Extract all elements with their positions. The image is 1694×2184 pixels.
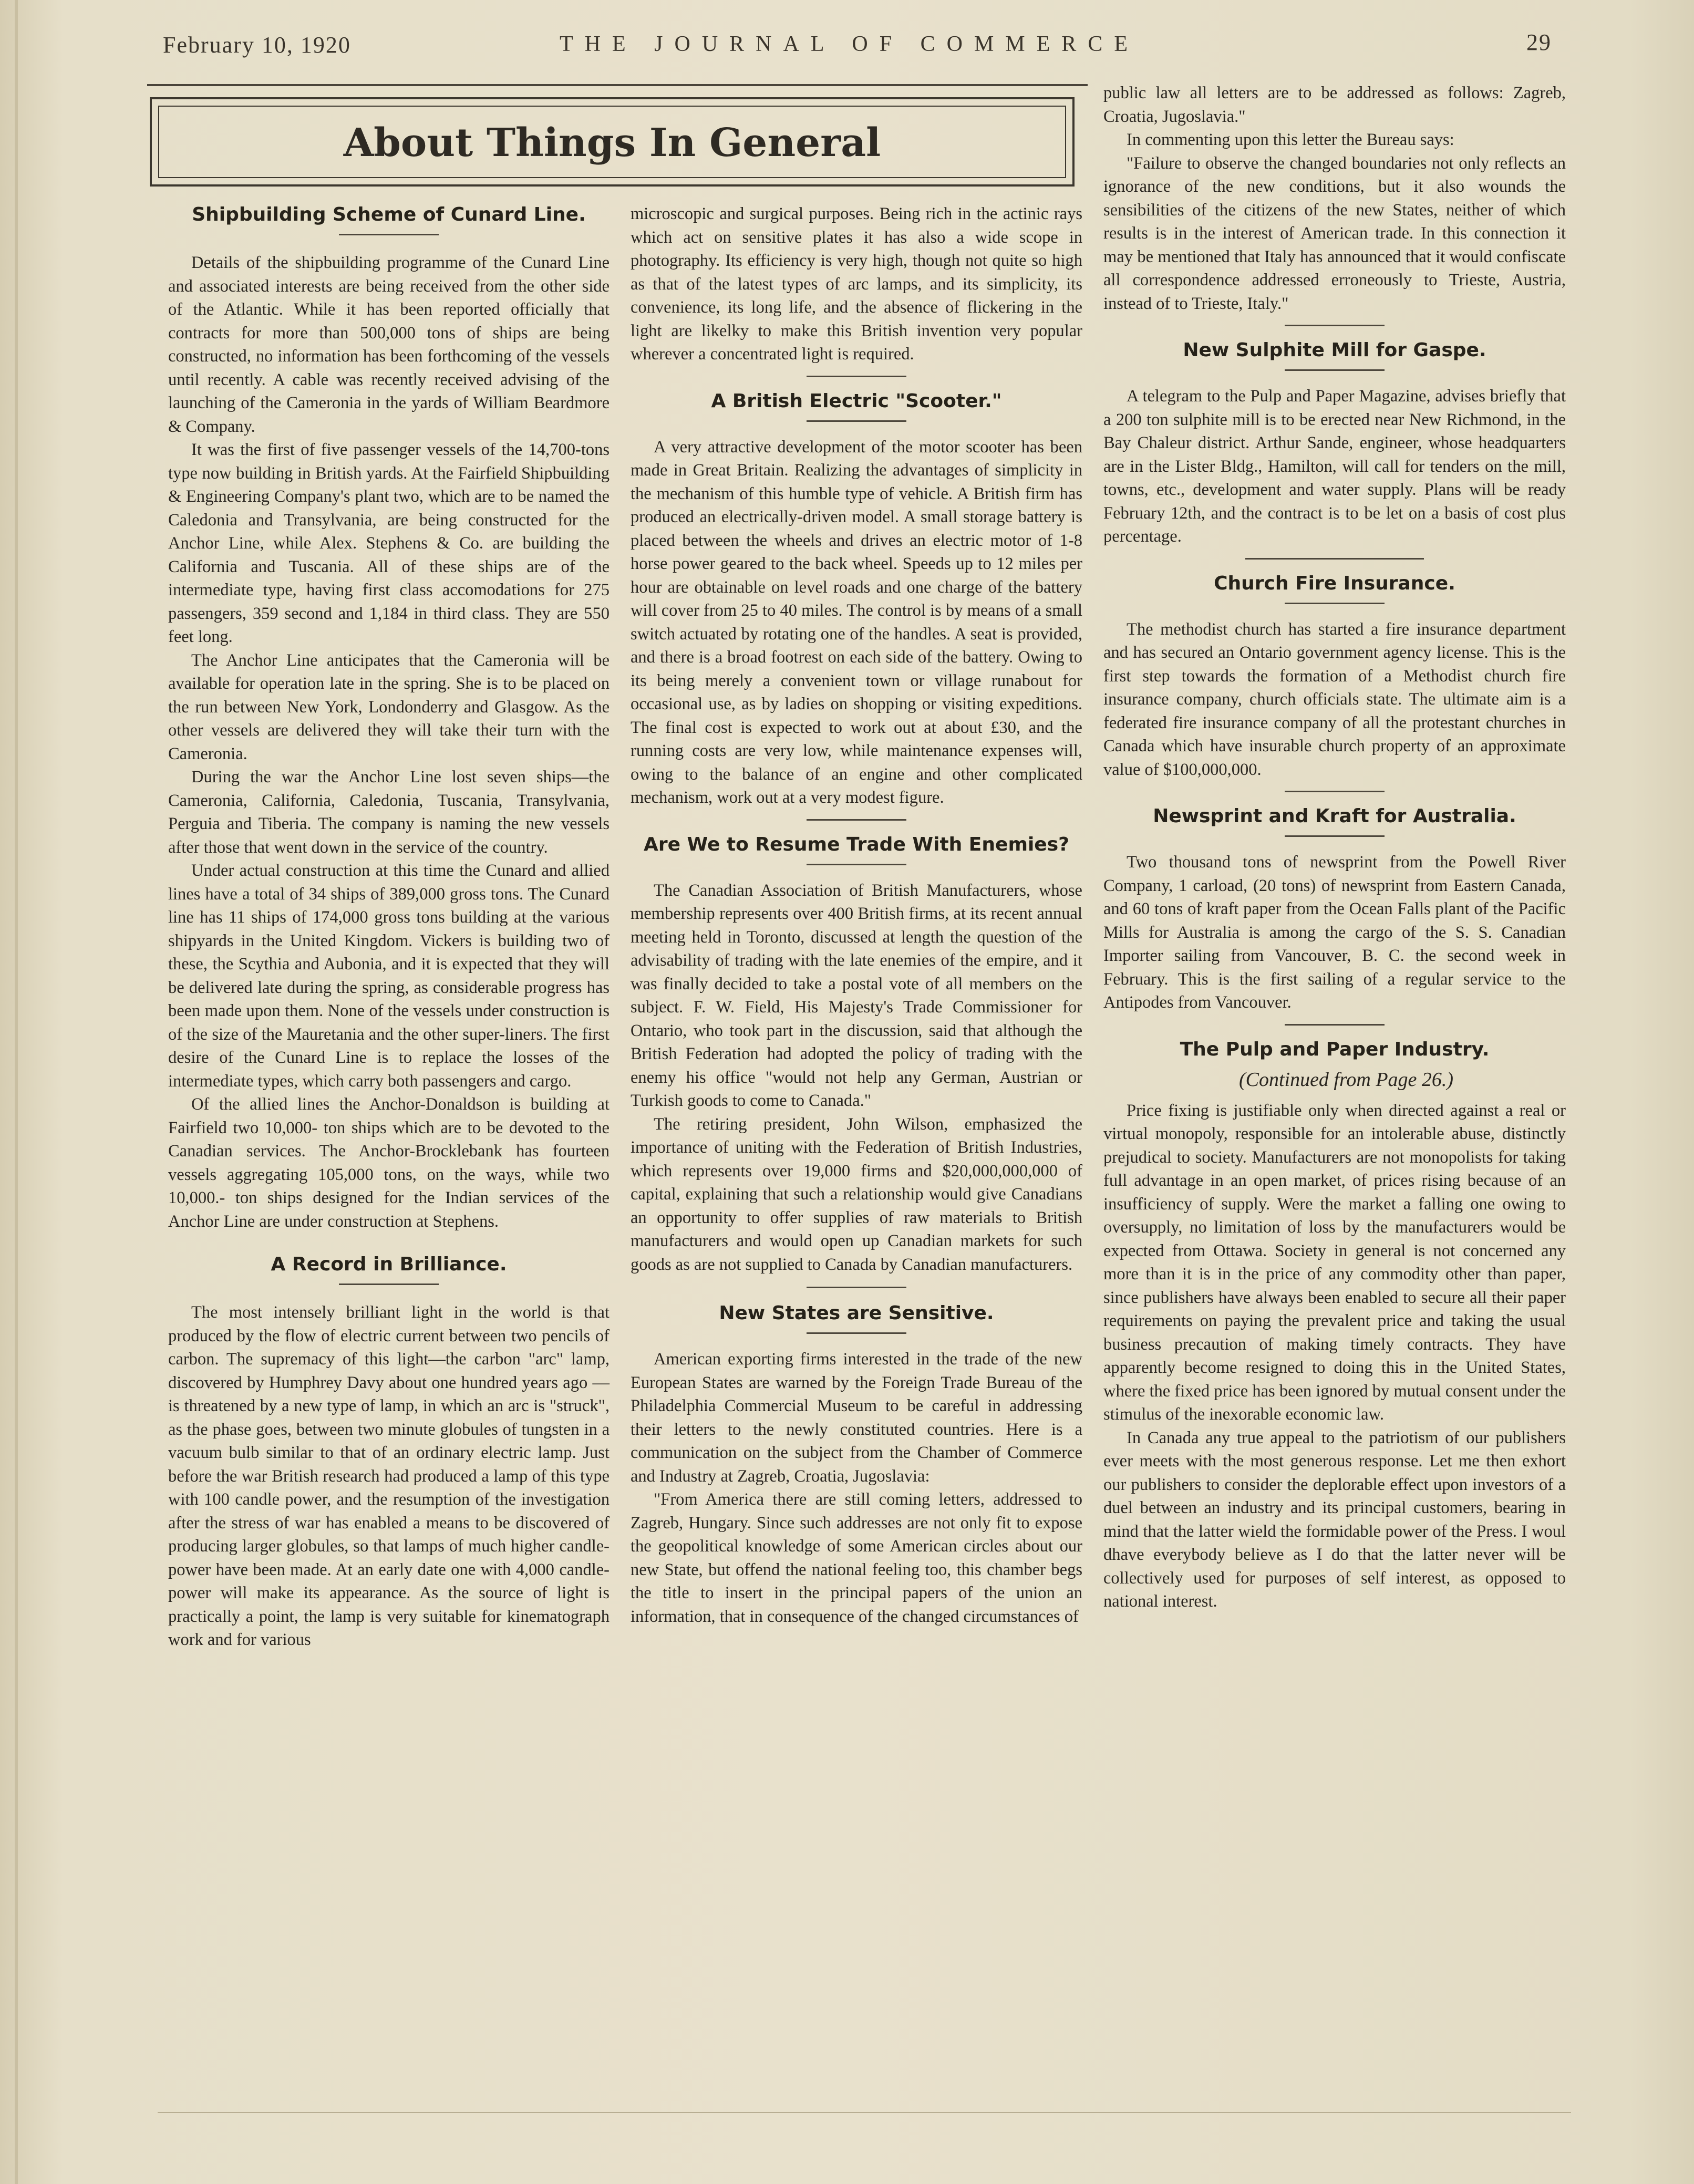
- paragraph: It was the first of five passenger vessels of the 14,700-tons type now building in British yards. At the Fairfield Shipbuilding & Engineering Company's plant two, which are to be named the Caledonia and Transylvania, are being constructed for the Anchor Line, while Alex. Stephens & Co. are building the California and Tuscania. All of these ships are of the intermediate type, having first class accomodations for 275 passengers, 359 second and 1,184 in third class. They are 550 feet long.: [168, 440, 610, 646]
- section-rule: [1285, 325, 1385, 326]
- paragraph: American exporting firms interested in the trade of the new European States are warned by the Foreign Trade Bureau of the Philadelphia Commercial Museum to be careful in addressing their letters to the newly constituted countries. Here is a communication on the subject from the Chamber of Commerce and Industry at Zagreb, Croatia, Jugoslavia:: [631, 1350, 1082, 1486]
- headline-rule: [1285, 369, 1385, 371]
- section-rule: [1285, 1024, 1385, 1026]
- column-3: [1103, 81, 1566, 1613]
- paragraph: A very attractive development of the motor scooter has been made in Great Britain. Realizing the advantages of simplicity in the mechanism of this humble type of vehicle. A British firm has produced an electrically-driven model. A small storage battery is placed between the wheels and drives an electric motor of 1-8 horse power geared to the back wheel. Speeds up to 12 miles per hour are obtainable on level roads and one charge of the battery will cover from 25 to 40 miles. The control is by means of a small switch actuated by rotating one of the handles. A seat is provided, and there is a broad footrest on each side of the battery. Owing to its being merely a convenient town or village runabout for occasional use, as by ladies on shopping or visiting expeditions. The final cost is expected to work out at about £30, and the running costs are very low, while maintenance expenses will, owing to the balance of an engine and other complicated mechanism, work out at a very modest figure.: [631, 437, 1082, 807]
- page-bottom-rule: [158, 2112, 1571, 2113]
- issue-date: February 10, 1920: [163, 32, 351, 58]
- paragraph: Two thousand tons of newsprint from the Powell River Company, 1 carload, (20 tons) of newsprint from Eastern Canada, and 60 tons of kraft paper from the Ocean Falls plant of the Pacific Mills for Australia is among the cargo of the S. S. Canadian Importer sailing from Vancouver, B. C. the second week in February. This is the first sailing of a regular service to the Antipodes from Vancouver.: [1103, 853, 1566, 1012]
- headline-rule: [807, 420, 906, 422]
- paragraph: A telegram to the Pulp and Paper Magazine, advises briefly that a 200 ton sulphite mill is to be erected near New Richmond, in the Bay Chaleur district. Arthur Sande, engineer, whose headquarters are in the Lister Bldg., Hamilton, will call for tenders on the mill, towns, etc., development and water supply. Plans will be ready February 12th, and the contract is to be let on a basis of cost plus percentage.: [1103, 387, 1566, 546]
- paragraph: During the war the Anchor Line lost seven ships—the Cameronia, California, Caledonia, Tuscania, Transylvania, Perguia and Tiberia. The company is naming the new vessels after those that went down in the service of the country.: [168, 768, 610, 857]
- headline-record: A Record in Brilliance.: [271, 1254, 507, 1275]
- continued-note: (Continued from Page 26.): [1238, 1068, 1454, 1091]
- headline-rule: [807, 1332, 906, 1334]
- paragraph: The most intensely brilliant light in the world is that produced by the flow of electric current between two pencils of carbon. The supremacy of this light—the carbon "arc" lamp, discovered by Humphrey Davy about one hundred years ago —is threatened by a new type of lamp, in which an arc is "struck", as the phase goes, between two minute globules of tungsten in a vacuum bulb similar to that of an ordinary electric lamp. Just before the war British research had produced a lamp of this type with 100 candle power, and the resumption of the investigation after the stress of war has enabled a means to be discovered of producing larger globules, so that lamps of much higher candle-power have been made. At an early date one with 4,000 candle-power will make its appearance. As the source of light is practically a point, the lamp is very suitable for kinematograph work and for various: [168, 1303, 610, 1649]
- paragraph: public law all letters are to be addressed as follows: Zagreb, Croatia, Jugoslavia.": [1103, 84, 1566, 126]
- paragraph: microscopic and surgical purposes. Being rich in the actinic rays which act on sensitive plates it has also a wide scope in photography. Its efficiency is very high, though not quite so high as that of the latest types of arc lamps, and its simplicity, its convenience, its long life, and the absence of flickering in the light are likelky to make this British invention very popular wherever a concentrated light is required.: [631, 204, 1082, 364]
- paragraph: In commenting upon this letter the Bureau says:: [1127, 130, 1454, 149]
- journal-name: THE JOURNAL OF COMMERCE: [560, 32, 1139, 56]
- section-rule: [807, 819, 906, 821]
- section-rule: [1285, 791, 1385, 792]
- headline-rule: [1285, 835, 1385, 837]
- paragraph: Of the allied lines the Anchor-Donaldson is building at Fairfield two 10,000- ton ships which are to be devoted to the Canadian services. The Anchor-Brocklebank has fourteen vessels aggregating 105,000 tons, on the ways, while two 10,000.- ton ships designed for the Indian services of the Anchor Line are under construction at Stephens.: [168, 1095, 610, 1231]
- paragraph: The Anchor Line anticipates that the Cameronia will be available for operation late in the spring. She is to be placed on the run between New York, Londonderry and Glasgow. As the other vessels are delivered they will take their turn with the Cameronia.: [168, 650, 610, 763]
- headline-newsprint: Newsprint and Kraft for Australia.: [1153, 805, 1516, 827]
- headline-states: New States are Sensitive.: [719, 1302, 994, 1324]
- section-title: About Things In General: [343, 120, 881, 165]
- headline-trade: Are We to Resume Trade With Enemies?: [643, 833, 1070, 855]
- headline-rule: [807, 864, 906, 865]
- headline-church: Church Fire Insurance.: [1214, 572, 1455, 594]
- headline-rule: [339, 1284, 439, 1285]
- paragraph: The retiring president, John Wilson, emphasized the importance of uniting with the Federation of British Industries, which represents over 19,000 firms and $20,000,000,000 of capital, explaining that such a relationship would give Canadians an opportunity to offer supplies of raw materials to British manufacturers and would open up Canadian markets for such goods as are not supplied to Canada by Canadian manufacturers.: [631, 1114, 1082, 1274]
- section-rule: [1245, 558, 1424, 560]
- headline-pulp: The Pulp and Paper Industry.: [1180, 1038, 1490, 1060]
- column-2: [631, 202, 1082, 1628]
- binding-gutter: [15, 0, 18, 2184]
- paragraph: "Failure to observe the changed boundaries not only reflects an ignorance of the new conditions, but it also wounds the sensibilities of the citizens of the new States, neither of which results is in the interest of American trade. In this connection it may be mentioned that Italy has announced that it would confiscate all correspondence addressed erroneously to Trieste, Austria, instead of to Trieste, Italy.": [1103, 153, 1566, 313]
- section-rule: [807, 1287, 906, 1288]
- column-1: [168, 202, 610, 1652]
- paragraph: "From America there are still coming letters, addressed to Zagreb, Hungary. Since such addresses are not only fit to expose the geopolitical knowledge of some American circles about our new State, but offend the national feeling too, this chamber begs the title to insert in the principal papers of the union an information, that in consequence of the changed circumstances of: [631, 1490, 1082, 1626]
- header-rule: [147, 84, 1088, 86]
- paragraph: The methodist church has started a fire insurance department and has secured an Ontario government agency license. This is the first step towards the formation of a Methodist church fire insurance company, church officials state. The ultimate aim is a federated fire insurance company of all the protestant churches in Canada which have insurable church property of an approximate value of $100,000,000.: [1103, 619, 1566, 779]
- paragraph: Price fixing is justifiable only when directed against a real or virtual monopoly, responsible for an intolerable abuse, distinctly prejudical to society. Manufacturers are not monopolists for taking full advantage in an open market, of prices rising because of an insufficiency of supply. Were the market a falling one owing to oversupply, no limitation of loss by the manufacturers would be expected from Ottawa. Society in general is not concerned any more than it is in the price of any commodity other than paper, since publishers have always been enabled to secure all their paper requirements on paying the prevalent price and taking the usual business precaution of making timely contracts. They have apparently become resigned to doing this in the United States, where the fixed price has been ignored by mutual consent under the stimulus of the inexorable economic law.: [1103, 1101, 1566, 1424]
- headline-cunard: Shipbuilding Scheme of Cunard Line.: [192, 204, 586, 225]
- headline-rule: [339, 234, 439, 235]
- paragraph: The Canadian Association of British Manufacturers, whose membership represents over 400 British firms, at its recent annual meeting held in Toronto, discussed at length the question of the advisability of trading with the late enemies of the empire, and it was finally decided to take a postal vote of all members on the subject. F. W. Field, His Majesty's Trade Commissioner for Ontario, who took part in the discussion, said that although the British Federation had adopted the policy of trading with the enemy his office "would not help any German, Austrian or Turkish goods to come to Canada.": [631, 881, 1082, 1110]
- paragraph: Details of the shipbuilding programme of the Cunard Line and associated interests are being received from the other side of the Atlantic. While it has been reported officially that contracts for more than 500,000 tons of ships are being constructed, no information has been forthcoming of the vessels until recently. A cable was recently received advising of the launching of the Cameronia in the yards of William Beardmore & Company.: [168, 253, 610, 436]
- paragraph: In Canada any true appeal to the patriotism of our publishers ever meets with the most generous response. Let me then exhort our publishers to consider the deplorable effect upon investors of a duel between an industry and its principal customers, bearing in mind that the latter wield the formidable power of the Press. I woul dhave everybody believe as I do that the latter never will be collectively used for purposes of self interest, as opposed to national interest.: [1103, 1428, 1566, 1611]
- section-banner: [150, 97, 1075, 187]
- headline-gaspe: New Sulphite Mill for Gaspe.: [1183, 339, 1486, 361]
- page-number: 29: [1526, 29, 1552, 55]
- headline-rule: [1285, 603, 1385, 604]
- paragraph: Under actual construction at this time the Cunard and allied lines have a total of 34 ships of 389,000 gross tons. The Cunard line has 11 ships of 174,000 gross tons building at the various shipyards in the United Kingdom. Vickers is building two of these, the Scythia and Aubonia, and it is expected that they will be delivered late during the spring, as considerable progress has been made upon them. None of the vessels under construction is of the size of the Mauretania and the other super-liners. The first desire of the Cunard Line is to replace the losses of the intermediate types, which carry both passengers and cargo.: [168, 861, 610, 1091]
- headline-scooter: A British Electric "Scooter.": [711, 390, 1002, 412]
- section-rule: [807, 376, 906, 377]
